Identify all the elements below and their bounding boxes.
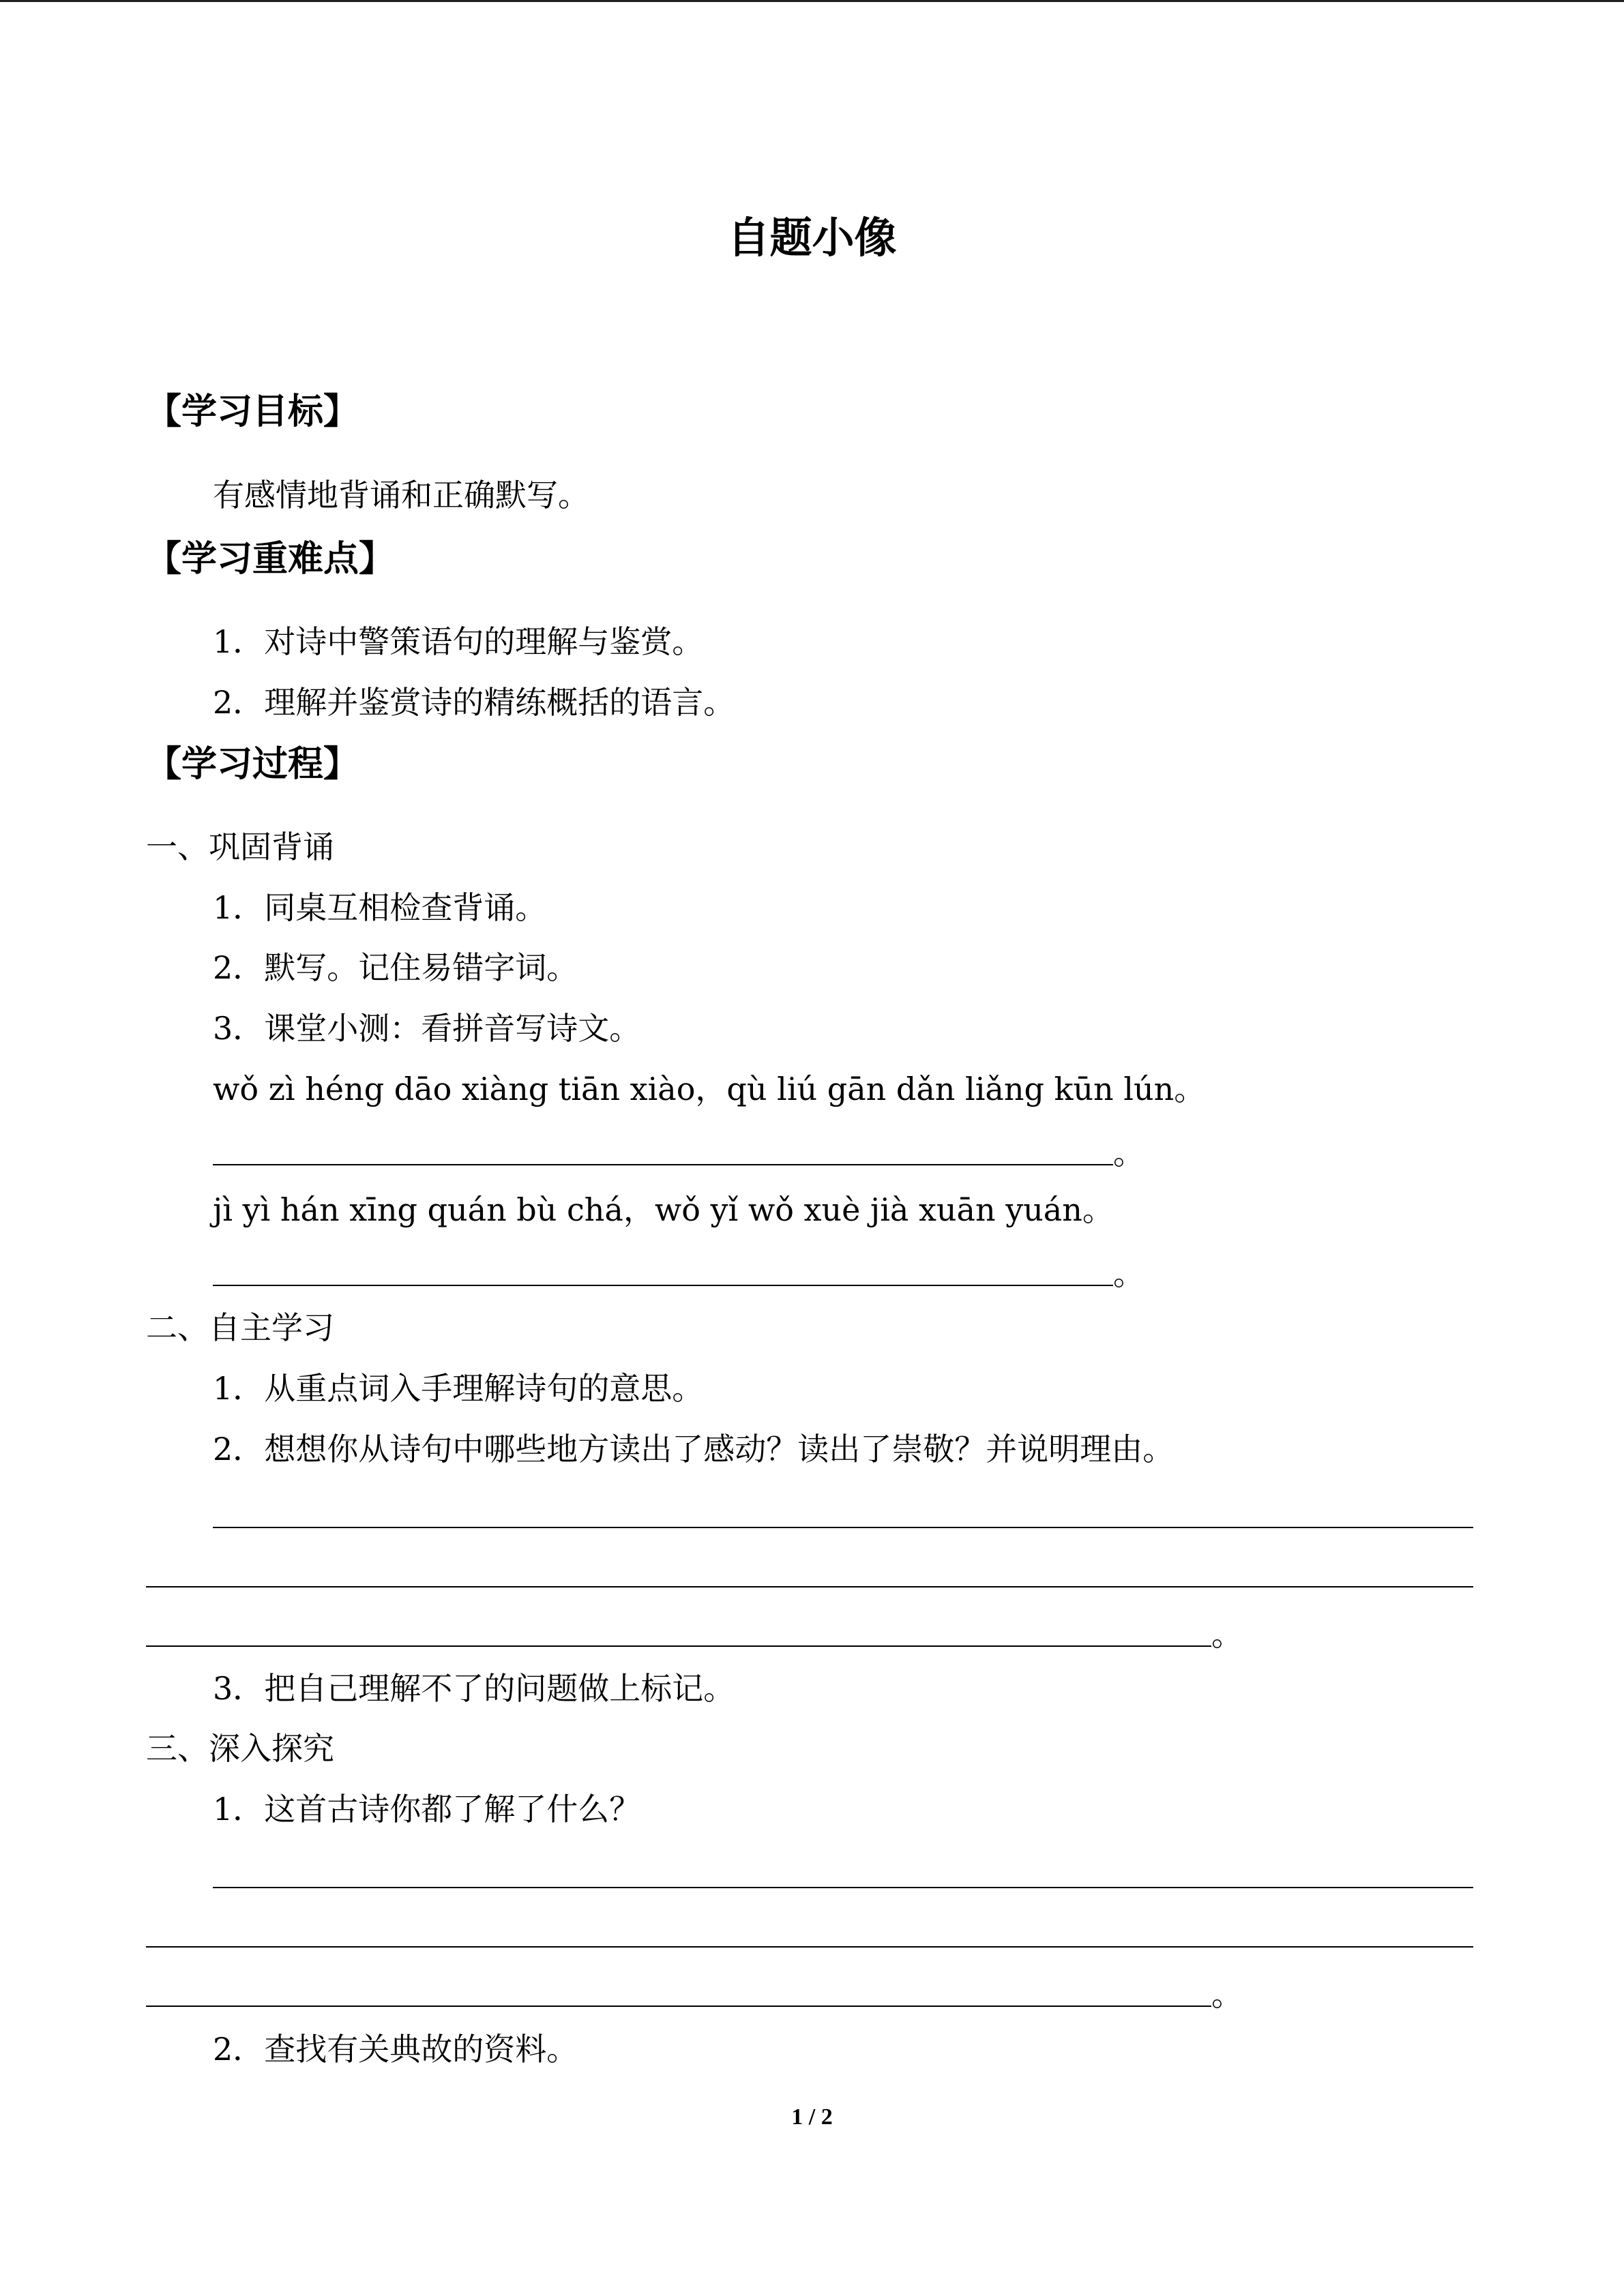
pinyin-line-1: wǒ zì héng dāo xiàng tiān xiào，qù liú gān dǎn liǎng kūn lún。 — [213, 1071, 1206, 1107]
answer-line — [213, 1164, 1113, 1165]
list-item: 1．这首古诗你都了解了什么？ — [213, 1791, 641, 1828]
list-item: 1．从重点词入手理解诗句的意思。 — [213, 1370, 704, 1407]
period-mark: 。 — [1113, 1135, 1145, 1172]
answer-line — [146, 1946, 1473, 1948]
answer-line — [213, 1527, 1473, 1528]
answer-line — [146, 1645, 1211, 1647]
page-title: 自题小像 — [727, 213, 897, 263]
key-point-item: 1．对诗中警策语句的理解与鉴赏。 — [213, 623, 704, 660]
answer-line — [146, 1586, 1473, 1587]
list-item: 2．想想你从诗句中哪些地方读出了感动？读出了崇敬？并说明理由。 — [213, 1431, 1175, 1467]
list-item: 2．默写。记住易错字词。 — [213, 949, 578, 986]
top-border — [0, 0, 1624, 2]
answer-line — [146, 2006, 1211, 2007]
goal-text: 有感情地背诵和正确默写。 — [213, 477, 589, 513]
period-mark: 。 — [1113, 1255, 1145, 1292]
period-mark: 。 — [1211, 1616, 1243, 1653]
part-title-explore: 三、深入探究 — [146, 1730, 334, 1767]
answer-line — [213, 1887, 1473, 1888]
section-heading-key-points: 【学习重难点】 — [146, 538, 395, 580]
answer-line — [213, 1285, 1113, 1286]
section-heading-goal: 【学习目标】 — [146, 391, 359, 432]
list-item: 3．把自己理解不了的问题做上标记。 — [213, 1670, 735, 1707]
part-title-consolidate: 一、巩固背诵 — [146, 829, 334, 865]
part-title-self-study: 二、自主学习 — [146, 1309, 334, 1346]
list-item: 2．查找有关典故的资料。 — [213, 2031, 578, 2068]
key-point-item: 2．理解并鉴赏诗的精练概括的语言。 — [213, 684, 735, 721]
list-item: 1．同桌互相检查背诵。 — [213, 889, 547, 926]
pinyin-line-2: jì yì hán xīng quán bù chá，wǒ yǐ wǒ xuè jià xuān yuán。 — [213, 1191, 1114, 1228]
section-heading-process: 【学习过程】 — [146, 743, 359, 785]
page-number: 1 / 2 — [791, 2104, 833, 2130]
list-item: 3．课堂小测：看拼音写诗文。 — [213, 1010, 641, 1047]
period-mark: 。 — [1211, 1976, 1243, 2013]
